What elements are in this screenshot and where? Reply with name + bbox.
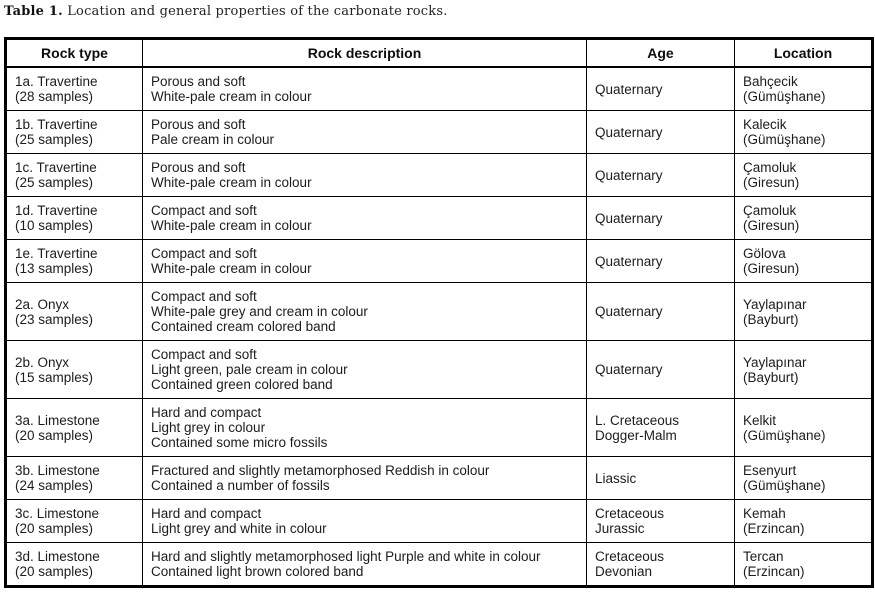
rock-type-cell: [6, 240, 143, 283]
description-cell: [143, 111, 587, 154]
age-cell: [587, 457, 735, 500]
table-row: [6, 240, 873, 283]
table-header: [6, 39, 873, 68]
cell-line: 1e. Travertine: [15, 246, 98, 261]
cell-line: Compact and soft: [151, 289, 257, 304]
cell-line: Hard and slightly metamorphosed light Purple and white in colour: [151, 549, 541, 564]
cell-line: (Erzincan): [743, 564, 805, 579]
location-cell: [735, 111, 873, 154]
table-row: [6, 500, 873, 543]
cell-line: White-pale cream in colour: [151, 89, 312, 104]
cell-line: Cretaceous: [595, 549, 665, 564]
rock-type-cell: [6, 399, 143, 457]
cell-line: (Giresun): [743, 218, 800, 233]
cell-line: (15 samples): [15, 369, 94, 385]
table-row: [6, 341, 873, 399]
location-cell: [735, 240, 873, 283]
cell-line: (20 samples): [15, 564, 94, 579]
cell-line: 1d. Travertine: [15, 203, 98, 218]
table-row: [6, 543, 873, 587]
cell-line: Hard and compact: [151, 405, 262, 420]
cell-line: Light grey in colour: [151, 420, 266, 435]
age-cell: [587, 543, 735, 587]
cell-line: (10 samples): [15, 218, 94, 233]
cell-line: (Bayburt): [743, 311, 799, 327]
age-cell: [587, 240, 735, 283]
header-rock-type: Rock type: [6, 39, 143, 68]
age-cell: [587, 154, 735, 197]
cell-line: Quaternary: [595, 210, 663, 226]
cell-line: Compact and soft: [151, 347, 257, 362]
cell-line: Kalecik: [743, 117, 787, 132]
cell-line: 3c. Limestone: [15, 506, 100, 521]
cell-line: Quaternary: [595, 304, 663, 319]
description-cell: [143, 283, 587, 341]
description-cell: [143, 543, 587, 587]
cell-line: Yaylapınar: [743, 296, 807, 312]
cell-line: Çamoluk: [743, 203, 797, 218]
cell-line: Esenyurt: [743, 463, 797, 478]
cell-line: Çamoluk: [743, 160, 797, 175]
cell-line: Gölova: [743, 246, 786, 261]
description-cell: [143, 67, 587, 111]
location-cell: [735, 543, 873, 587]
rock-type-cell: [6, 457, 143, 500]
caption-text: Location and general properties of the carbonate rocks.: [67, 4, 448, 19]
header-age: Age: [587, 39, 735, 68]
cell-line: (Gümüşhane): [743, 427, 826, 443]
age-cell: [587, 341, 735, 399]
header-location: Location: [735, 39, 873, 68]
table-row: [6, 111, 873, 154]
cell-line: Compact and soft: [151, 246, 257, 261]
rock-type-cell: [6, 197, 143, 240]
cell-line: Contained some micro fossils: [151, 435, 328, 450]
location-cell: [735, 154, 873, 197]
table-row: [6, 457, 873, 500]
caption-label: Table 1.: [4, 4, 63, 19]
description-cell: [143, 399, 587, 457]
cell-line: Contained light brown colored band: [151, 564, 364, 579]
table-row: [6, 67, 873, 111]
location-cell: [735, 500, 873, 543]
cell-line: Kemah: [743, 506, 786, 521]
rock-properties-table: [4, 37, 874, 588]
cell-line: Porous and soft: [151, 74, 246, 89]
cell-line: 3b. Limestone: [15, 463, 100, 478]
cell-line: Yaylapınar: [743, 354, 807, 370]
cell-line: Contained a number of fossils: [151, 478, 330, 493]
cell-line: Hard and compact: [151, 506, 262, 521]
cell-line: (Giresun): [743, 175, 800, 190]
cell-line: Jurassic: [595, 521, 645, 536]
cell-line: (20 samples): [15, 521, 94, 536]
location-cell: [735, 197, 873, 240]
description-cell: [143, 240, 587, 283]
rock-type-cell: [6, 500, 143, 543]
description-cell: [143, 457, 587, 500]
cell-line: Contained cream colored band: [151, 319, 336, 334]
cell-line: Contained green colored band: [151, 377, 333, 392]
age-cell: [587, 399, 735, 457]
cell-line: Quaternary: [595, 167, 663, 183]
cell-line: Compact and soft: [151, 203, 257, 218]
location-cell: [735, 457, 873, 500]
cell-line: Bahçecik: [743, 74, 798, 89]
cell-line: 1a. Travertine: [15, 74, 98, 89]
rock-type-cell: [6, 154, 143, 197]
location-cell: [735, 283, 873, 341]
cell-line: 2a. Onyx: [15, 296, 70, 312]
cell-line: (28 samples): [15, 89, 94, 104]
rock-type-cell: [6, 67, 143, 111]
cell-line: 2b. Onyx: [15, 354, 70, 370]
table-row: [6, 154, 873, 197]
age-cell: [587, 67, 735, 111]
description-cell: [143, 500, 587, 543]
location-cell: [735, 67, 873, 111]
cell-line: (Gümüşhane): [743, 89, 826, 104]
age-cell: [587, 283, 735, 341]
cell-line: White-pale cream in colour: [151, 218, 312, 233]
age-cell: [587, 111, 735, 154]
cell-line: Fractured and slightly metamorphosed Reddish in colour: [151, 463, 490, 478]
cell-line: 3a. Limestone: [15, 412, 100, 428]
rock-type-cell: [6, 111, 143, 154]
table-body: [6, 67, 873, 587]
cell-line: White-pale cream in colour: [151, 175, 312, 190]
age-cell: [587, 500, 735, 543]
cell-line: Porous and soft: [151, 160, 246, 175]
cell-line: (Erzincan): [743, 521, 805, 536]
age-cell: [587, 197, 735, 240]
cell-line: (Gümüşhane): [743, 132, 826, 147]
cell-line: Pale cream in colour: [151, 132, 275, 147]
rock-type-cell: [6, 341, 143, 399]
table-row: [6, 399, 873, 457]
cell-line: (20 samples): [15, 427, 94, 443]
cell-line: Quaternary: [595, 81, 663, 97]
description-cell: [143, 341, 587, 399]
cell-line: Cretaceous: [595, 506, 665, 521]
cell-line: Quaternary: [595, 362, 663, 377]
table-caption: [4, 4, 448, 19]
cell-line: Devonian: [595, 564, 653, 579]
description-cell: [143, 154, 587, 197]
cell-line: 1c. Travertine: [15, 160, 97, 175]
cell-line: (Giresun): [743, 261, 800, 276]
table-row: [6, 283, 873, 341]
location-cell: [735, 399, 873, 457]
cell-line: (25 samples): [15, 132, 94, 147]
cell-line: 1b. Travertine: [15, 117, 98, 132]
cell-line: Quaternary: [595, 124, 663, 140]
cell-line: Dogger-Malm: [595, 427, 677, 443]
location-cell: [735, 341, 873, 399]
cell-line: Quaternary: [595, 253, 663, 269]
cell-line: Kelkit: [743, 412, 777, 428]
cell-line: Tercan: [743, 549, 784, 564]
cell-line: 3d. Limestone: [15, 549, 100, 564]
header-rock-description: Rock description: [143, 39, 587, 68]
cell-line: (23 samples): [15, 311, 94, 327]
description-cell: [143, 197, 587, 240]
cell-line: White-pale grey and cream in colour: [151, 304, 368, 319]
cell-line: (13 samples): [15, 261, 94, 276]
cell-line: Light grey and white in colour: [151, 521, 327, 536]
cell-line: Liassic: [595, 470, 637, 486]
header-row: [6, 39, 873, 68]
cell-line: (24 samples): [15, 478, 94, 493]
cell-line: (25 samples): [15, 175, 94, 190]
cell-line: (Bayburt): [743, 369, 799, 385]
cell-line: Light green, pale cream in colour: [151, 362, 348, 377]
cell-line: Porous and soft: [151, 117, 246, 132]
cell-line: (Gümüşhane): [743, 478, 826, 493]
rock-type-cell: [6, 283, 143, 341]
cell-line: White-pale cream in colour: [151, 261, 312, 276]
rock-type-cell: [6, 543, 143, 587]
cell-line: L. Cretaceous: [595, 412, 680, 428]
table-row: [6, 197, 873, 240]
